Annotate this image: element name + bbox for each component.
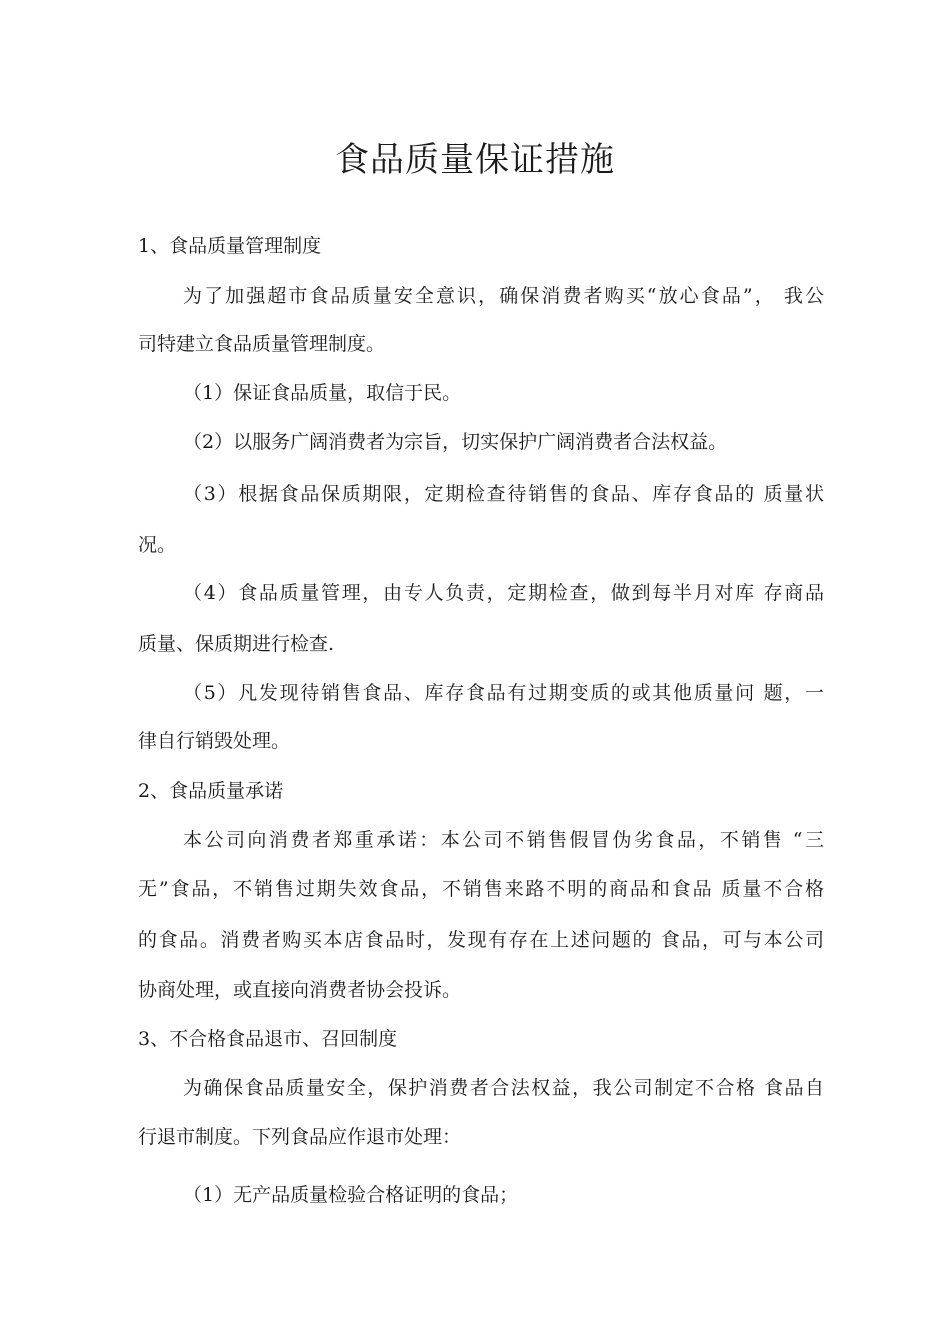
paragraph-line: 为确保食品质量安全，保护消费者合法权益，我公司制定不合格 食品自	[183, 1077, 824, 1099]
list-item: （1）保证食品质量，取信于民。	[183, 382, 462, 404]
section-heading: 1、食品质量管理制度	[138, 235, 322, 257]
list-item: （3）根据食品保质期限，定期检查待销售的食品、库存食品的 质量状	[183, 483, 824, 505]
paragraph-line: 本公司向消费者郑重承诺：本公司不销售假冒伪劣食品，不销售 “三	[183, 829, 824, 851]
paragraph-line: 的食品。消费者购买本店食品时，发现有存在上述问题的 食品，可与本公司	[138, 929, 824, 951]
paragraph-line: 无”食品，不销售过期失效食品，不销售来路不明的商品和食品 质量不合格	[138, 878, 824, 900]
list-item: （5）凡发现待销售食品、库存食品有过期变质的或其他质量问 题，一	[183, 682, 824, 704]
list-item: （4）食品质量管理，由专人负责，定期检查，做到每半月对库 存商品	[183, 582, 824, 604]
list-item: （1）无产品质量检验合格证明的食品；	[183, 1184, 519, 1206]
paragraph-line: 质量、保质期进行检查.	[138, 633, 335, 655]
paragraph-line: 况。	[138, 534, 177, 556]
paragraph-line: 司特建立食品质量管理制度。	[138, 333, 386, 355]
paragraph-line: 协商处理，或直接向消费者协会投诉。	[138, 979, 462, 1001]
document-title: 食品质量保证措施	[335, 140, 615, 180]
list-item: （2）以服务广阔消费者为宗旨，切实保护广阔消费者合法权益。	[183, 431, 728, 453]
paragraph-line: 律自行销毁处理。	[138, 730, 291, 752]
paragraph-line: 为了加强超市食品质量安全意识，确保消费者购买“放心食品”， 我公	[183, 285, 824, 307]
section-heading: 2、食品质量承诺	[138, 780, 284, 802]
section-heading: 3、不合格食品退市、召回制度	[138, 1028, 398, 1050]
paragraph-line: 行退市制度。下列食品应作退市处理：	[138, 1126, 462, 1148]
